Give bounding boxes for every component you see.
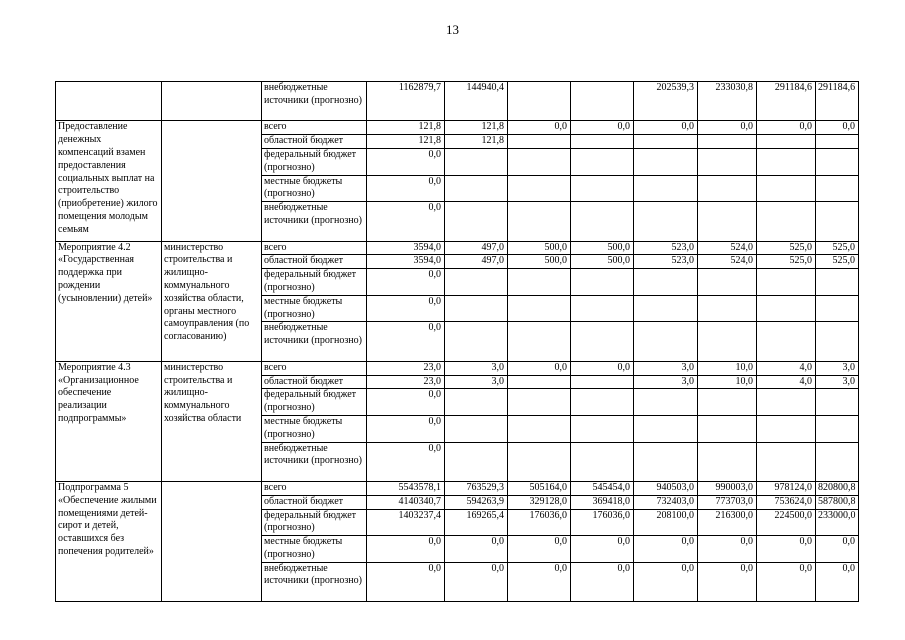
table-row xyxy=(56,121,859,135)
value-cell xyxy=(571,442,634,481)
value-cell xyxy=(634,175,698,202)
value-cell: 233030,8 xyxy=(698,82,757,121)
source-cell: внебюджетные источники (прогнозно) xyxy=(262,442,367,481)
value-cell: 0,0 xyxy=(445,536,508,563)
value-cell xyxy=(634,415,698,442)
value-cell xyxy=(816,135,859,149)
value-cell: 497,0 xyxy=(445,255,508,269)
value-cell: 3,0 xyxy=(816,361,859,375)
value-cell: 500,0 xyxy=(571,241,634,255)
value-cell xyxy=(698,269,757,296)
value-cell: 291184,6 xyxy=(816,82,859,121)
value-cell: 500,0 xyxy=(508,255,571,269)
value-cell xyxy=(571,82,634,121)
value-cell xyxy=(571,295,634,322)
value-cell: 208100,0 xyxy=(634,509,698,536)
value-cell: 1162879,7 xyxy=(367,82,445,121)
value-cell xyxy=(508,135,571,149)
value-cell: 0,0 xyxy=(367,269,445,296)
source-cell: областной бюджет xyxy=(262,375,367,389)
value-cell xyxy=(816,322,859,361)
source-cell: областной бюджет xyxy=(262,135,367,149)
value-cell: 3,0 xyxy=(445,361,508,375)
value-cell xyxy=(571,148,634,175)
value-cell: 0,0 xyxy=(816,121,859,135)
value-cell: 505164,0 xyxy=(508,481,571,495)
page-number: 13 xyxy=(446,22,459,37)
value-cell xyxy=(571,415,634,442)
value-cell: 0,0 xyxy=(816,536,859,563)
value-cell xyxy=(698,389,757,416)
value-cell: 732403,0 xyxy=(634,495,698,509)
value-cell: 291184,6 xyxy=(757,82,816,121)
value-cell xyxy=(445,148,508,175)
value-cell: 525,0 xyxy=(757,255,816,269)
source-cell: всего xyxy=(262,241,367,255)
value-cell xyxy=(571,375,634,389)
value-cell xyxy=(698,135,757,149)
value-cell: 144940,4 xyxy=(445,82,508,121)
value-cell: 0,0 xyxy=(816,562,859,601)
value-cell: 0,0 xyxy=(367,202,445,241)
value-cell xyxy=(698,148,757,175)
value-cell: 176036,0 xyxy=(508,509,571,536)
value-cell: 525,0 xyxy=(816,255,859,269)
value-cell: 0,0 xyxy=(367,536,445,563)
value-cell: 0,0 xyxy=(571,562,634,601)
value-cell xyxy=(634,442,698,481)
value-cell: 500,0 xyxy=(571,255,634,269)
value-cell: 3,0 xyxy=(634,361,698,375)
value-cell: 0,0 xyxy=(367,322,445,361)
value-cell xyxy=(634,135,698,149)
value-cell: 763529,3 xyxy=(445,481,508,495)
value-cell xyxy=(634,295,698,322)
value-cell: 121,8 xyxy=(367,121,445,135)
value-cell: 23,0 xyxy=(367,361,445,375)
value-cell xyxy=(816,148,859,175)
value-cell: 0,0 xyxy=(367,295,445,322)
table-row xyxy=(56,241,859,255)
value-cell xyxy=(571,175,634,202)
value-cell: 224500,0 xyxy=(757,509,816,536)
source-cell: всего xyxy=(262,121,367,135)
table-row xyxy=(56,82,859,121)
value-cell xyxy=(816,442,859,481)
value-cell xyxy=(508,148,571,175)
value-cell: 4140340,7 xyxy=(367,495,445,509)
source-cell: федеральный бюджет (прогнозно) xyxy=(262,509,367,536)
value-cell: 524,0 xyxy=(698,241,757,255)
value-cell: 0,0 xyxy=(367,562,445,601)
value-cell: 0,0 xyxy=(571,121,634,135)
value-cell xyxy=(698,322,757,361)
value-cell: 0,0 xyxy=(367,175,445,202)
value-cell: 0,0 xyxy=(367,415,445,442)
value-cell: 3,0 xyxy=(445,375,508,389)
value-cell: 990003,0 xyxy=(698,481,757,495)
source-cell: местные бюджеты (прогнозно) xyxy=(262,536,367,563)
value-cell xyxy=(757,442,816,481)
value-cell xyxy=(634,269,698,296)
value-cell xyxy=(445,322,508,361)
value-cell: 369418,0 xyxy=(571,495,634,509)
value-cell xyxy=(508,322,571,361)
source-cell: всего xyxy=(262,361,367,375)
activity-name-cell xyxy=(56,82,162,121)
value-cell: 3594,0 xyxy=(367,255,445,269)
executor-cell: министерство строительства и жилищно-коммунального хозяйства области, органы местного самоуправления (по согласованию) xyxy=(162,241,262,361)
value-cell: 753624,0 xyxy=(757,495,816,509)
value-cell: 0,0 xyxy=(571,361,634,375)
activity-name-cell: Подпрограмма 5 «Обеспечение жилыми помещениями детей-сирот и детей, оставшихся без попечения родителей» xyxy=(56,481,162,601)
value-cell xyxy=(698,175,757,202)
value-cell xyxy=(698,442,757,481)
value-cell xyxy=(508,415,571,442)
value-cell xyxy=(445,175,508,202)
value-cell xyxy=(757,415,816,442)
source-cell: внебюджетные источники (прогнозно) xyxy=(262,202,367,241)
executor-cell xyxy=(162,121,262,241)
source-cell: федеральный бюджет (прогнозно) xyxy=(262,148,367,175)
activity-name-cell: Предоставление денежных компенсаций взамен предоставления социальных выплат на строительство (приобретение) жилого помещения молодым семьям xyxy=(56,121,162,241)
source-cell: внебюджетные источники (прогнозно) xyxy=(262,322,367,361)
value-cell: 0,0 xyxy=(445,562,508,601)
value-cell xyxy=(634,202,698,241)
value-cell: 0,0 xyxy=(634,536,698,563)
value-cell: 3,0 xyxy=(634,375,698,389)
value-cell: 940503,0 xyxy=(634,481,698,495)
value-cell xyxy=(816,389,859,416)
value-cell xyxy=(634,389,698,416)
value-cell xyxy=(508,375,571,389)
value-cell xyxy=(757,202,816,241)
value-cell: 10,0 xyxy=(698,361,757,375)
value-cell xyxy=(634,148,698,175)
value-cell: 3594,0 xyxy=(367,241,445,255)
source-cell: местные бюджеты (прогнозно) xyxy=(262,415,367,442)
budget-table xyxy=(55,81,859,602)
value-cell xyxy=(445,389,508,416)
value-cell xyxy=(508,295,571,322)
value-cell: 524,0 xyxy=(698,255,757,269)
value-cell: 121,8 xyxy=(445,121,508,135)
value-cell: 0,0 xyxy=(698,121,757,135)
value-cell xyxy=(757,175,816,202)
value-cell xyxy=(445,415,508,442)
value-cell: 216300,0 xyxy=(698,509,757,536)
value-cell: 169265,4 xyxy=(445,509,508,536)
value-cell: 525,0 xyxy=(816,241,859,255)
table-row xyxy=(56,481,859,495)
table-row xyxy=(56,361,859,375)
value-cell: 0,0 xyxy=(367,148,445,175)
value-cell xyxy=(571,269,634,296)
value-cell: 0,0 xyxy=(757,121,816,135)
value-cell xyxy=(508,175,571,202)
value-cell xyxy=(571,135,634,149)
source-cell: местные бюджеты (прогнозно) xyxy=(262,295,367,322)
value-cell: 0,0 xyxy=(634,562,698,601)
value-cell: 497,0 xyxy=(445,241,508,255)
value-cell: 0,0 xyxy=(757,536,816,563)
value-cell: 0,0 xyxy=(508,536,571,563)
value-cell xyxy=(508,202,571,241)
value-cell: 4,0 xyxy=(757,361,816,375)
value-cell: 773703,0 xyxy=(698,495,757,509)
source-cell: федеральный бюджет (прогнозно) xyxy=(262,269,367,296)
value-cell: 10,0 xyxy=(698,375,757,389)
value-cell: 0,0 xyxy=(571,536,634,563)
value-cell: 0,0 xyxy=(367,389,445,416)
value-cell xyxy=(445,202,508,241)
activity-name-cell: Мероприятие 4.3 «Организационное обеспечение реализации подпрограммы» xyxy=(56,361,162,481)
value-cell: 0,0 xyxy=(757,562,816,601)
value-cell xyxy=(445,295,508,322)
value-cell xyxy=(445,442,508,481)
value-cell xyxy=(698,202,757,241)
value-cell: 0,0 xyxy=(508,361,571,375)
source-cell: областной бюджет xyxy=(262,495,367,509)
value-cell: 5543578,1 xyxy=(367,481,445,495)
source-cell: внебюджетные источники (прогнозно) xyxy=(262,562,367,601)
value-cell: 202539,3 xyxy=(634,82,698,121)
value-cell: 233000,0 xyxy=(816,509,859,536)
source-cell: федеральный бюджет (прогнозно) xyxy=(262,389,367,416)
executor-cell xyxy=(162,82,262,121)
value-cell: 0,0 xyxy=(508,562,571,601)
value-cell: 121,8 xyxy=(367,135,445,149)
value-cell: 500,0 xyxy=(508,241,571,255)
value-cell: 525,0 xyxy=(757,241,816,255)
value-cell: 4,0 xyxy=(757,375,816,389)
executor-cell: министерство строительства и жилищно-коммунального хозяйства области xyxy=(162,361,262,481)
value-cell: 978124,0 xyxy=(757,481,816,495)
value-cell xyxy=(571,202,634,241)
value-cell xyxy=(445,269,508,296)
value-cell: 176036,0 xyxy=(571,509,634,536)
value-cell xyxy=(816,202,859,241)
value-cell: 329128,0 xyxy=(508,495,571,509)
value-cell xyxy=(634,322,698,361)
value-cell: 820800,8 xyxy=(816,481,859,495)
value-cell: 0,0 xyxy=(698,562,757,601)
executor-cell xyxy=(162,481,262,601)
value-cell: 121,8 xyxy=(445,135,508,149)
value-cell xyxy=(698,295,757,322)
value-cell xyxy=(571,322,634,361)
activity-name-cell: Мероприятие 4.2 «Государственная поддержка при рождении (усыновлении) детей» xyxy=(56,241,162,361)
value-cell: 0,0 xyxy=(508,121,571,135)
value-cell: 587800,8 xyxy=(816,495,859,509)
value-cell xyxy=(816,175,859,202)
source-cell: местные бюджеты (прогнозно) xyxy=(262,175,367,202)
value-cell xyxy=(508,442,571,481)
value-cell xyxy=(508,389,571,416)
value-cell: 0,0 xyxy=(698,536,757,563)
value-cell: 523,0 xyxy=(634,241,698,255)
value-cell xyxy=(508,269,571,296)
value-cell xyxy=(757,135,816,149)
value-cell xyxy=(757,389,816,416)
value-cell xyxy=(757,148,816,175)
source-cell: всего xyxy=(262,481,367,495)
value-cell: 3,0 xyxy=(816,375,859,389)
value-cell: 23,0 xyxy=(367,375,445,389)
source-cell: областной бюджет xyxy=(262,255,367,269)
value-cell: 0,0 xyxy=(634,121,698,135)
value-cell xyxy=(508,82,571,121)
value-cell xyxy=(816,415,859,442)
value-cell: 1403237,4 xyxy=(367,509,445,536)
value-cell xyxy=(698,415,757,442)
value-cell xyxy=(757,322,816,361)
value-cell: 523,0 xyxy=(634,255,698,269)
source-cell: внебюджетные источники (прогнозно) xyxy=(262,82,367,121)
value-cell xyxy=(757,269,816,296)
value-cell xyxy=(571,389,634,416)
value-cell: 0,0 xyxy=(367,442,445,481)
value-cell: 545454,0 xyxy=(571,481,634,495)
value-cell: 594263,9 xyxy=(445,495,508,509)
value-cell xyxy=(816,269,859,296)
value-cell xyxy=(757,295,816,322)
value-cell xyxy=(816,295,859,322)
